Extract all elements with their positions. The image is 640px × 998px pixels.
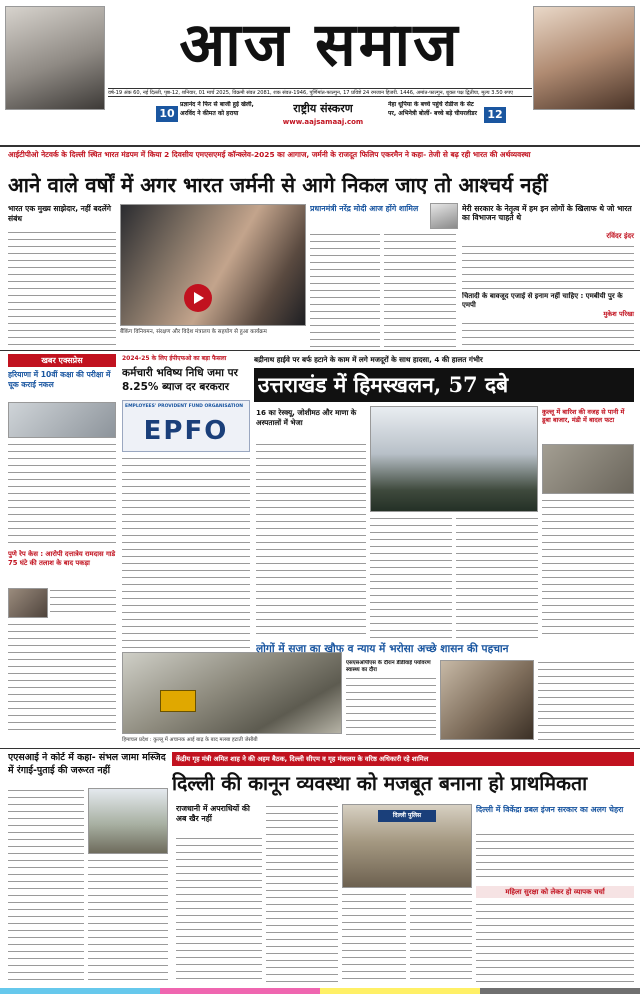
justice-headline: लोगों में सजा का खौफ व न्याय में भरोसा अच्छे शासन की पहचान bbox=[256, 643, 509, 655]
pm-photo bbox=[430, 203, 458, 229]
delhi-body2 bbox=[266, 804, 338, 984]
right-col-body2 bbox=[462, 321, 634, 348]
color-strip bbox=[0, 988, 640, 994]
epfo-headline: कर्मचारी भविष्य निधि जमा पर 8.25% ब्याज दर बरकरार bbox=[122, 367, 238, 393]
lead-kicker: आईटीपीओ नेटवर्क के दिल्ली स्थित भारत मंडपम में किया 2 दिवसीय एमएसएमई कॉन्क्लेव-2025 का आगाज, जर्मनी के राजदूत फिलिप एकरमैन ने कहा- तेजी से बढ़ रही भारत की अर्थव्यवस्था bbox=[8, 150, 531, 159]
right-col-head2: चितादी के बावजूद एजाई से इनाम नहीं चाहिए : एमबीयी पुर के एमपी bbox=[462, 292, 623, 309]
delhi-body3 bbox=[342, 892, 406, 984]
dateline: वर्ष-19 अंक 60, नई दिल्ली, पृष्ठ-12, शनिवार, 01 मार्च 2025, विक्रमी संवत 2081, शक संवत-1946, पूर्णिमांत-फाल्गुन, 17 प्रविष्टे 24 रमजान हिजरी. 1446, अमांत-फाल्गुन, शुक्ल पक्ष द्वितीया, मूल्य 3.50 रुपए bbox=[108, 88, 532, 97]
lead-body-col1 bbox=[8, 230, 116, 348]
actress-photo bbox=[533, 6, 635, 110]
justice-photo bbox=[440, 660, 534, 740]
lead-headline: आने वाले वर्षों में अगर भारत जर्मनी से आगे निकल जाए तो आश्चर्य नहीं bbox=[8, 173, 548, 197]
accused-photo bbox=[8, 588, 48, 618]
epfo-logo: EPFO bbox=[143, 416, 229, 446]
play-icon bbox=[194, 292, 204, 304]
uttarakhand-side-body bbox=[542, 498, 634, 638]
masthead-rule bbox=[0, 145, 640, 147]
teaser-right-text: नेहा धूपिया के बच्चे पहुंचे रोडीज के सेट पर, अभिनेत्री बोलीं- बच्चे बड़े चीयरलीडर bbox=[388, 101, 477, 117]
justice-body1 bbox=[346, 676, 436, 740]
uttarakhand-sub: 16 का रेस्क्यू, जोशीमठ और माणा के अस्पतालों में भेजा bbox=[256, 408, 357, 427]
masthead-title: आज समाज bbox=[179, 10, 461, 80]
delhi-headline: दिल्ली की कानून व्यवस्था को मजबूत बनाना हो प्राथमिकता bbox=[172, 772, 588, 795]
express-item2: पुणे रेप केस : आरोपी दत्तात्रेय रामदास गाडे 75 घंटे की तलाश के बाद पकड़ा bbox=[8, 550, 116, 567]
section-rule-1 bbox=[0, 350, 640, 351]
uttarakhand-body2 bbox=[370, 516, 452, 638]
exam-photo bbox=[8, 402, 116, 438]
teaser-right-page: 12 bbox=[484, 107, 506, 123]
kullu-flood-photo bbox=[542, 444, 634, 494]
justice-body2 bbox=[538, 660, 634, 740]
lead-photo bbox=[120, 204, 306, 326]
teaser-left[interactable] bbox=[108, 101, 254, 127]
right-col-head1-by: रविंदर इंदर bbox=[606, 232, 634, 240]
jcb-photo bbox=[122, 652, 342, 734]
lead-body-col4 bbox=[384, 232, 456, 348]
jcb-caption: हिमाचल प्रदेश : कुल्लू में अचानक आई बाढ़ के बाद मलबा हटाती जेसीबी bbox=[122, 737, 258, 743]
website-url[interactable]: www.aajsamaaj.com bbox=[282, 118, 364, 126]
avalanche-photo bbox=[370, 406, 538, 512]
sambhal-body2 bbox=[88, 858, 168, 984]
delhi-right-body2 bbox=[476, 902, 634, 984]
delhi-kicker: केंद्रीय गृह मंत्री अमित शाह ने की अहम बैठक, दिल्ली सीएम व गृह मंत्रालय के वरिष्ठ अधिकारी रहे शामिल bbox=[172, 752, 634, 766]
uttarakhand-kicker: बद्रीनाथ हाईवे पर बर्फ हटाने के काम में लगे मजदूरों के साथ हादसा, 4 की हालत गंभीर bbox=[254, 355, 483, 364]
masthead bbox=[0, 0, 640, 150]
epfo-kicker: 2024-25 के लिए ईपीएफओ का बड़ा फैसला bbox=[122, 355, 227, 362]
express-label: खबर एक्सप्रेस bbox=[8, 354, 116, 367]
right-col-head2-by: मुकेश परिखा bbox=[603, 310, 634, 318]
right-col-body1 bbox=[462, 244, 634, 290]
teaser-right[interactable] bbox=[388, 101, 534, 131]
epfo-box-title: EMPLOYEES' PROVIDENT FUND ORGANISATION bbox=[125, 404, 244, 409]
lead-sub1: भारत एक मुख्य साझेदार, नहीं बदलेंगे संबंध bbox=[8, 204, 111, 223]
uttarakhand-body3 bbox=[456, 516, 538, 638]
edition-label: राष्ट्रीय संस्करण bbox=[293, 102, 353, 115]
lead-body-col3 bbox=[310, 232, 380, 348]
section-rule-2 bbox=[0, 748, 640, 749]
lead-photo-caption: बैंकिंग विनियमन, संरक्षण और विदेश मंत्रालय के सहयोग से हुआ कार्यक्रम bbox=[120, 329, 267, 335]
uttarakhand-body1 bbox=[256, 442, 366, 638]
delhi-body1 bbox=[176, 836, 262, 984]
sambhal-body1 bbox=[8, 788, 84, 984]
jcb-machine bbox=[160, 690, 196, 712]
uttarakhand-headline: उत्तराखंड में हिमस्खलन, 57 दबे bbox=[258, 372, 509, 397]
chess-player-photo bbox=[5, 6, 105, 110]
delhi-right-head: दिल्ली में विकेंद्रा डबल इंजन सरकार का अलग चेहरा bbox=[476, 805, 624, 814]
uttarakhand-side-head: कुल्लू में बारिश की वजह से पानी में डूबा बाजार, मंडी में बादल फटा bbox=[542, 408, 625, 425]
express-body2 bbox=[50, 588, 116, 618]
delhi-sub: राजधानी में अपराधियों की अब खैर नहीं bbox=[176, 804, 250, 823]
justice-sub: एसएसओपीएस के दौरान डीडीवाई पर्यावरण स्वास्थ्य का दौरा bbox=[346, 660, 431, 673]
teaser-left-page: 10 bbox=[156, 106, 178, 122]
express-body1 bbox=[8, 442, 116, 548]
epfo-graphic bbox=[122, 400, 250, 452]
teaser-left-text: प्रज्ञानंद ने फिर से बाजी हुई खेली, अरविंद ने कीमत को हराया bbox=[180, 101, 254, 117]
delhi-right-body1 bbox=[476, 832, 634, 882]
mosque-photo bbox=[88, 788, 168, 854]
delhi-right-sub: महिला सुरक्षा को लेकर हो व्यापक चर्चा bbox=[476, 886, 634, 898]
delhi-body4 bbox=[410, 892, 472, 984]
edition-block bbox=[260, 101, 386, 131]
meeting-board: दिल्ली पुलिस bbox=[378, 810, 436, 822]
sambhal-headline: एएसआई ने कोर्ट में कहा- संभल जामा मस्जिद में रंगाई-पुताई की जरूरत नहीं bbox=[8, 752, 166, 776]
express-body3 bbox=[8, 622, 116, 734]
right-col-head1: मेरी सरकार के नेतृत्व में हम इन लोगों के खिलाफ थे जो भारत का विभाजन चाहते थे bbox=[462, 204, 632, 223]
pm-head: प्रधानमंत्री नरेंद्र मोदी आज होंगे शामिल bbox=[310, 204, 419, 213]
express-item1: हरियाणा में 10वीं कक्षा की परीक्षा में चूक कराई नकल bbox=[8, 370, 111, 389]
